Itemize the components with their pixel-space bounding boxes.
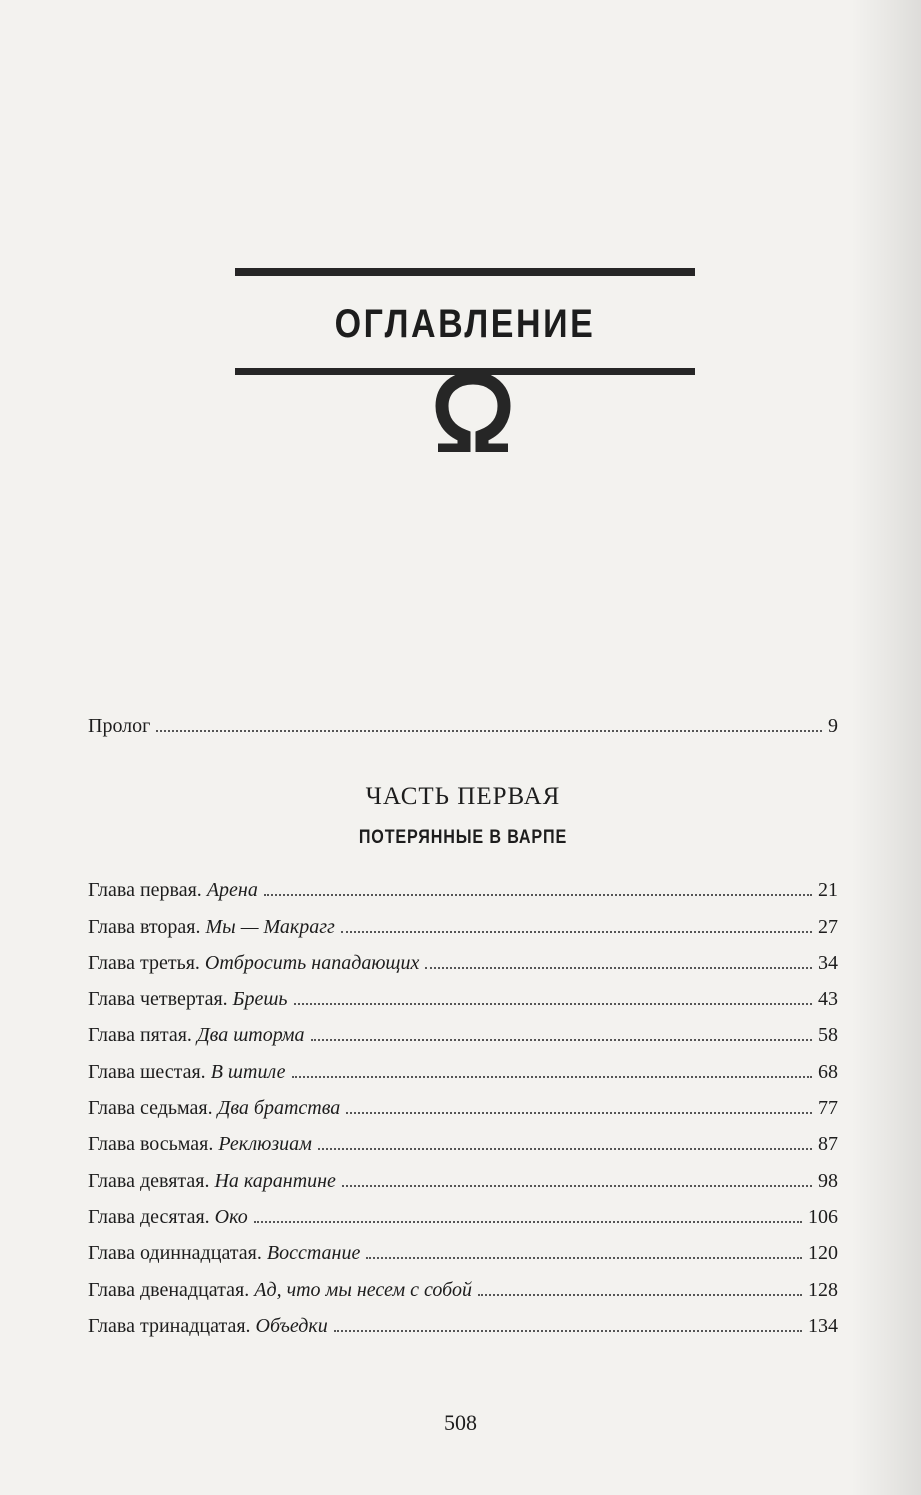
toc-entry-chapter[interactable]	[88, 1272, 838, 1308]
chapter-title: Брешь	[232, 988, 288, 1011]
dot-leader	[342, 1184, 812, 1187]
entry-page: 98	[818, 1169, 838, 1192]
entry-page: 68	[818, 1060, 838, 1083]
dot-leader	[264, 893, 812, 896]
chapter-title: Мы — Макрагг	[205, 915, 335, 938]
chapter-title: Око	[214, 1205, 248, 1228]
entry-page: 106	[808, 1205, 838, 1228]
entry-page: 87	[818, 1133, 838, 1156]
page-title: ОГЛАВЛЕНИЕ	[334, 302, 596, 346]
dot-leader	[156, 729, 822, 732]
entry-page: 128	[808, 1278, 838, 1301]
toc-entry-chapter[interactable]	[88, 945, 838, 981]
dot-leader	[292, 1075, 812, 1078]
entry-title	[88, 1272, 472, 1308]
entry-page: 27	[818, 915, 838, 938]
chapter-title: Ад, что мы несем с собой	[254, 1278, 472, 1301]
entry-title	[88, 1054, 286, 1090]
chapter-label: Глава пятая.	[88, 1024, 192, 1047]
entry-title	[88, 1308, 328, 1344]
entry-page: 120	[808, 1242, 838, 1265]
chapter-label: Глава десятая.	[88, 1205, 210, 1228]
toc-entry-prologue[interactable]	[88, 708, 838, 744]
chapter-label: Глава одиннадцатая.	[88, 1242, 262, 1265]
chapter-title: Отбросить нападающих	[204, 951, 420, 974]
entry-title	[88, 1163, 336, 1199]
dot-leader	[366, 1256, 802, 1259]
toc-entry-chapter[interactable]	[88, 872, 838, 908]
toc-header	[235, 268, 695, 375]
chapter-title: Реклюзиам	[218, 1133, 312, 1156]
dot-leader	[294, 1002, 812, 1005]
dot-leader	[478, 1293, 802, 1296]
chapter-list	[88, 872, 838, 1344]
toc-entry-chapter[interactable]	[88, 1090, 838, 1126]
dot-leader	[334, 1329, 802, 1332]
dot-leader	[346, 1111, 812, 1114]
entry-page: 77	[818, 1097, 838, 1120]
dot-leader	[311, 1038, 812, 1041]
entry-title	[88, 1199, 248, 1235]
entry-page: 34	[818, 951, 838, 974]
chapter-title: Объедки	[255, 1314, 328, 1337]
top-rule	[235, 268, 695, 276]
chapter-label: Глава восьмая.	[88, 1133, 214, 1156]
toc-entry-chapter[interactable]	[88, 1126, 838, 1162]
dot-leader	[341, 930, 812, 933]
entry-title	[88, 909, 335, 945]
part-heading: ЧАСТЬ ПЕРВАЯ	[365, 783, 561, 811]
entry-page: 43	[818, 988, 838, 1011]
chapter-label: Глава третья.	[88, 951, 200, 974]
toc-entry-chapter[interactable]	[88, 1017, 838, 1053]
toc-entry-chapter[interactable]	[88, 909, 838, 945]
toc-entry-chapter[interactable]	[88, 981, 838, 1017]
entry-title: Пролог	[88, 715, 151, 737]
chapter-title: Восстание	[266, 1242, 361, 1265]
chapter-label: Глава седьмая.	[88, 1097, 213, 1120]
dot-leader	[254, 1220, 802, 1223]
entry-page: 58	[818, 1024, 838, 1047]
chapter-label: Глава вторая.	[88, 915, 201, 938]
toc-entry-chapter[interactable]	[88, 1235, 838, 1271]
chapter-label: Глава тринадцатая.	[88, 1314, 251, 1337]
toc-entry-chapter[interactable]	[88, 1054, 838, 1090]
chapter-title: Два братства	[217, 1097, 341, 1120]
chapter-label: Глава шестая.	[88, 1060, 206, 1083]
dot-leader	[425, 966, 812, 969]
chapter-title: На карантине	[214, 1169, 336, 1192]
toc-entry-chapter[interactable]	[88, 1199, 838, 1235]
chapter-label: Глава двенадцатая.	[88, 1278, 250, 1301]
entry-page: 134	[808, 1314, 838, 1337]
omega-icon	[428, 372, 518, 452]
entry-title	[88, 1090, 340, 1126]
dot-leader	[318, 1147, 812, 1150]
part-subheading: ПОТЕРЯННЫЕ В ВАРПЕ	[358, 827, 568, 849]
table-of-contents	[88, 708, 838, 1344]
entry-page: 21	[818, 879, 838, 902]
chapter-label: Глава девятая.	[88, 1169, 210, 1192]
entry-title	[88, 981, 288, 1017]
toc-entry-chapter[interactable]	[88, 1308, 838, 1344]
chapter-label: Глава первая.	[88, 879, 202, 902]
page-number: 508	[444, 1410, 477, 1435]
entry-title	[88, 1017, 305, 1053]
entry-title	[88, 945, 419, 981]
chapter-title: Два шторма	[196, 1024, 305, 1047]
entry-title	[88, 872, 258, 908]
chapter-label: Глава четвертая.	[88, 988, 228, 1011]
chapter-title: Арена	[206, 879, 258, 902]
entry-title	[88, 1235, 360, 1271]
chapter-title: В штиле	[210, 1060, 286, 1083]
entry-title	[88, 1126, 312, 1162]
entry-page: 9	[828, 715, 838, 737]
toc-entry-chapter[interactable]	[88, 1163, 838, 1199]
page-edge-shadow	[851, 0, 921, 1495]
